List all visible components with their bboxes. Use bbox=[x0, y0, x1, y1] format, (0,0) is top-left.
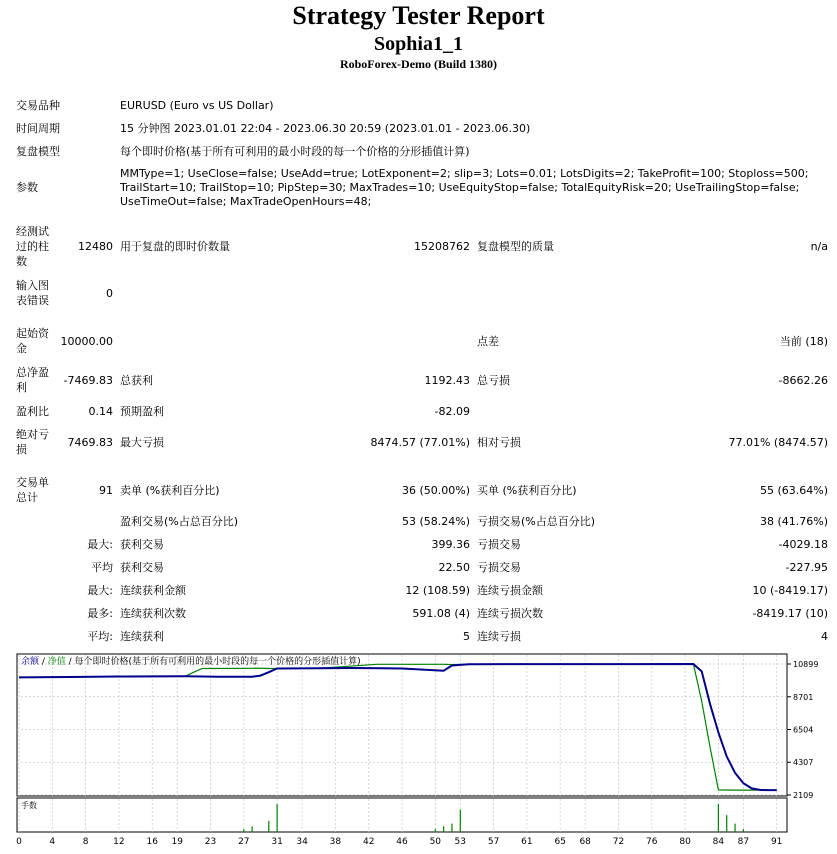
abs-drawdown-value: 7469.83 bbox=[67, 436, 113, 449]
y-tick-label: 4307 bbox=[793, 758, 814, 768]
model-label: 复盘模型 bbox=[16, 145, 60, 158]
max-drawdown-value: 8474.57 (77.01%) bbox=[370, 436, 470, 449]
x-tick-label: 68 bbox=[579, 837, 591, 847]
params-line-2: TrailStart=10; TrailStop=10; PipStep=30; MaxTrades=10; UseEquityStop=false; TotalEquityRisk=20; UseTrailingStop=false; bbox=[120, 181, 800, 194]
x-tick-label: 72 bbox=[612, 837, 625, 847]
x-tick-label: 34 bbox=[296, 837, 308, 847]
short-trades-value: 36 (50.00%) bbox=[401, 484, 470, 497]
params-line-3: UseTimeOut=false; MaxTradeOpenHours=48; bbox=[120, 195, 372, 208]
quality-label: 复盘模型的质量 bbox=[477, 240, 554, 253]
total-trades-value: 91 bbox=[99, 484, 113, 497]
maximal-label: 最多: bbox=[87, 607, 113, 620]
long-trades-label: 买单 (%获利百分比) bbox=[477, 484, 577, 497]
y-tick-label: 6504 bbox=[793, 725, 814, 735]
deposit-label: 起始资金 bbox=[16, 327, 49, 355]
maximal-win-value: 591.08 (4) bbox=[412, 607, 470, 620]
x-tick-labels bbox=[16, 837, 782, 847]
bars-value: 12480 bbox=[78, 240, 113, 253]
chart-legend bbox=[21, 655, 361, 667]
total-trades-label: 交易单总计 bbox=[16, 476, 49, 504]
bars-label: 经测试过的柱数 bbox=[16, 225, 49, 268]
long-trades-value: 55 (63.64%) bbox=[759, 484, 828, 497]
x-tick-label: 31 bbox=[271, 837, 283, 847]
x-tick-label: 12 bbox=[113, 837, 125, 847]
max-consec-loss-label: 连续亏损金额 bbox=[477, 584, 543, 597]
profit-trades-value: 53 (58.24%) bbox=[401, 515, 470, 528]
x-tick-label: 38 bbox=[329, 837, 342, 847]
avg-consec-win-value: 5 bbox=[463, 630, 470, 643]
x-tick-label: 84 bbox=[712, 837, 725, 847]
model-value: 每个即时价格(基于所有可利用的最小时段的每一个价格的分形插值计算) bbox=[120, 145, 470, 158]
average-loss-value: -227.95 bbox=[785, 561, 828, 574]
net-profit-label: 总净盈利 bbox=[16, 366, 49, 394]
y-tick-label: 10899 bbox=[793, 660, 819, 669]
volume-label: 手数 bbox=[21, 801, 37, 810]
avg-consec-loss-label: 连续亏损 bbox=[477, 630, 521, 643]
legend-balance: 余额 bbox=[21, 657, 40, 667]
ea-name: Sophia1_1 bbox=[374, 33, 463, 55]
spread-label: 点差 bbox=[477, 335, 499, 348]
period-label: 时间周期 bbox=[16, 122, 60, 135]
server-build: RoboForex-Demo (Build 1380) bbox=[339, 57, 498, 71]
largest-profit-label: 获利交易 bbox=[120, 538, 164, 551]
x-tick-label: 27 bbox=[238, 837, 250, 847]
errors-label: 输入图表错误 bbox=[16, 279, 49, 307]
profit-factor-label: 盈利比 bbox=[16, 405, 49, 418]
abs-drawdown-label: 绝对亏损 bbox=[16, 428, 49, 456]
maximal-win-label: 连续获利次数 bbox=[120, 607, 186, 620]
y-tick-labels bbox=[793, 660, 818, 800]
params-label: 参数 bbox=[16, 181, 38, 194]
legend-separator: / bbox=[39, 657, 48, 667]
avg-consec-win-label: 连续获利 bbox=[120, 630, 164, 643]
largest-loss-label: 亏损交易 bbox=[477, 538, 521, 551]
y-tick-label: 8701 bbox=[793, 692, 814, 702]
period-value: 15 分钟图 2023.01.01 22:04 - 2023.06.30 20:59 (2023.01.01 - 2023.06.30) bbox=[120, 122, 531, 135]
deposit-value: 10000.00 bbox=[60, 335, 113, 348]
gross-profit-label: 总获利 bbox=[120, 374, 153, 387]
loss-trades-value: 38 (41.76%) bbox=[759, 515, 828, 528]
x-tick-label: 76 bbox=[646, 837, 658, 847]
legend-description: / 每个即时价格(基于所有可利用的最小时段的每一个价格的分形插值计算) bbox=[65, 657, 361, 667]
x-tick-label: 19 bbox=[171, 837, 183, 847]
gross-loss-label: 总亏损 bbox=[477, 374, 510, 387]
max-consec-loss-value: 10 (-8419.17) bbox=[752, 584, 828, 597]
payoff-value: -82.09 bbox=[434, 405, 470, 418]
balance-chart bbox=[0, 652, 837, 852]
x-tick-label: 65 bbox=[554, 837, 566, 847]
x-tick-label: 23 bbox=[204, 837, 217, 847]
max-consec-win-label: 连续获利金额 bbox=[120, 584, 186, 597]
y-tick-label: 2109 bbox=[793, 791, 814, 800]
params-line-1: MMType=1; UseClose=false; UseAdd=true; LotExponent=2; slip=3; Lots=0.01; LotsDigits=2; TakeProfit=100; Stoploss=500; bbox=[120, 167, 809, 180]
average-loss-label: 亏损交易 bbox=[477, 561, 521, 574]
x-tick-label: 91 bbox=[770, 837, 783, 847]
max-drawdown-label: 最大亏损 bbox=[120, 436, 164, 449]
loss-trades-label: 亏损交易(%占总百分比) bbox=[477, 515, 596, 528]
average-label: 平均 bbox=[91, 561, 113, 574]
spread-value: 当前 (18) bbox=[779, 335, 828, 348]
net-profit-value: -7469.83 bbox=[63, 374, 113, 387]
x-tick-label: 57 bbox=[487, 837, 500, 847]
ticks-value: 15208762 bbox=[414, 240, 470, 253]
legend-equity: 净值 bbox=[47, 657, 66, 667]
largest-profit-value: 399.36 bbox=[431, 538, 470, 551]
short-trades-label: 卖单 (%获利百分比) bbox=[120, 484, 220, 497]
rel-drawdown-label: 相对亏损 bbox=[477, 436, 521, 449]
largest-loss-value: -4029.18 bbox=[778, 538, 828, 551]
maximal-loss-label: 连续亏损次数 bbox=[477, 607, 543, 620]
x-tick-label: 87 bbox=[737, 837, 750, 847]
gross-profit-value: 1192.43 bbox=[424, 374, 470, 387]
x-tick-label: 61 bbox=[521, 837, 533, 847]
quality-value: n/a bbox=[810, 240, 828, 253]
x-tick-label: 16 bbox=[146, 837, 158, 847]
ticks-label: 用于复盘的即时价数量 bbox=[120, 240, 230, 253]
max-consec-win-value: 12 (108.59) bbox=[405, 584, 470, 597]
symbol-label: 交易品种 bbox=[16, 99, 60, 112]
x-tick-label: 0 bbox=[16, 837, 22, 847]
maximal-loss-value: -8419.17 (10) bbox=[752, 607, 828, 620]
x-tick-label: 8 bbox=[82, 837, 89, 847]
x-tick-label: 53 bbox=[454, 837, 467, 847]
x-tick-label: 80 bbox=[679, 837, 691, 847]
average-profit-value: 22.50 bbox=[438, 561, 470, 574]
gross-loss-value: -8662.26 bbox=[778, 374, 828, 387]
profit-trades-label: 盈利交易(%占总百分比) bbox=[120, 515, 239, 528]
x-tick-label: 42 bbox=[362, 837, 375, 847]
max-consec-label: 最大: bbox=[87, 584, 113, 597]
avg-consec-loss-value: 4 bbox=[821, 630, 828, 643]
rel-drawdown-value: 77.01% (8474.57) bbox=[728, 436, 828, 449]
x-tick-label: 50 bbox=[429, 837, 442, 847]
report-title: Strategy Tester Report bbox=[292, 1, 545, 30]
x-tick-label: 4 bbox=[49, 837, 56, 847]
symbol-value: EURUSD (Euro vs US Dollar) bbox=[120, 99, 274, 112]
avg-consec-label: 平均: bbox=[87, 630, 113, 643]
largest-label: 最大: bbox=[87, 538, 113, 551]
payoff-label: 预期盈利 bbox=[120, 405, 164, 418]
average-profit-label: 获利交易 bbox=[120, 561, 164, 574]
profit-factor-value: 0.14 bbox=[88, 405, 113, 418]
x-tick-label: 46 bbox=[396, 837, 408, 847]
errors-value: 0 bbox=[106, 287, 113, 300]
